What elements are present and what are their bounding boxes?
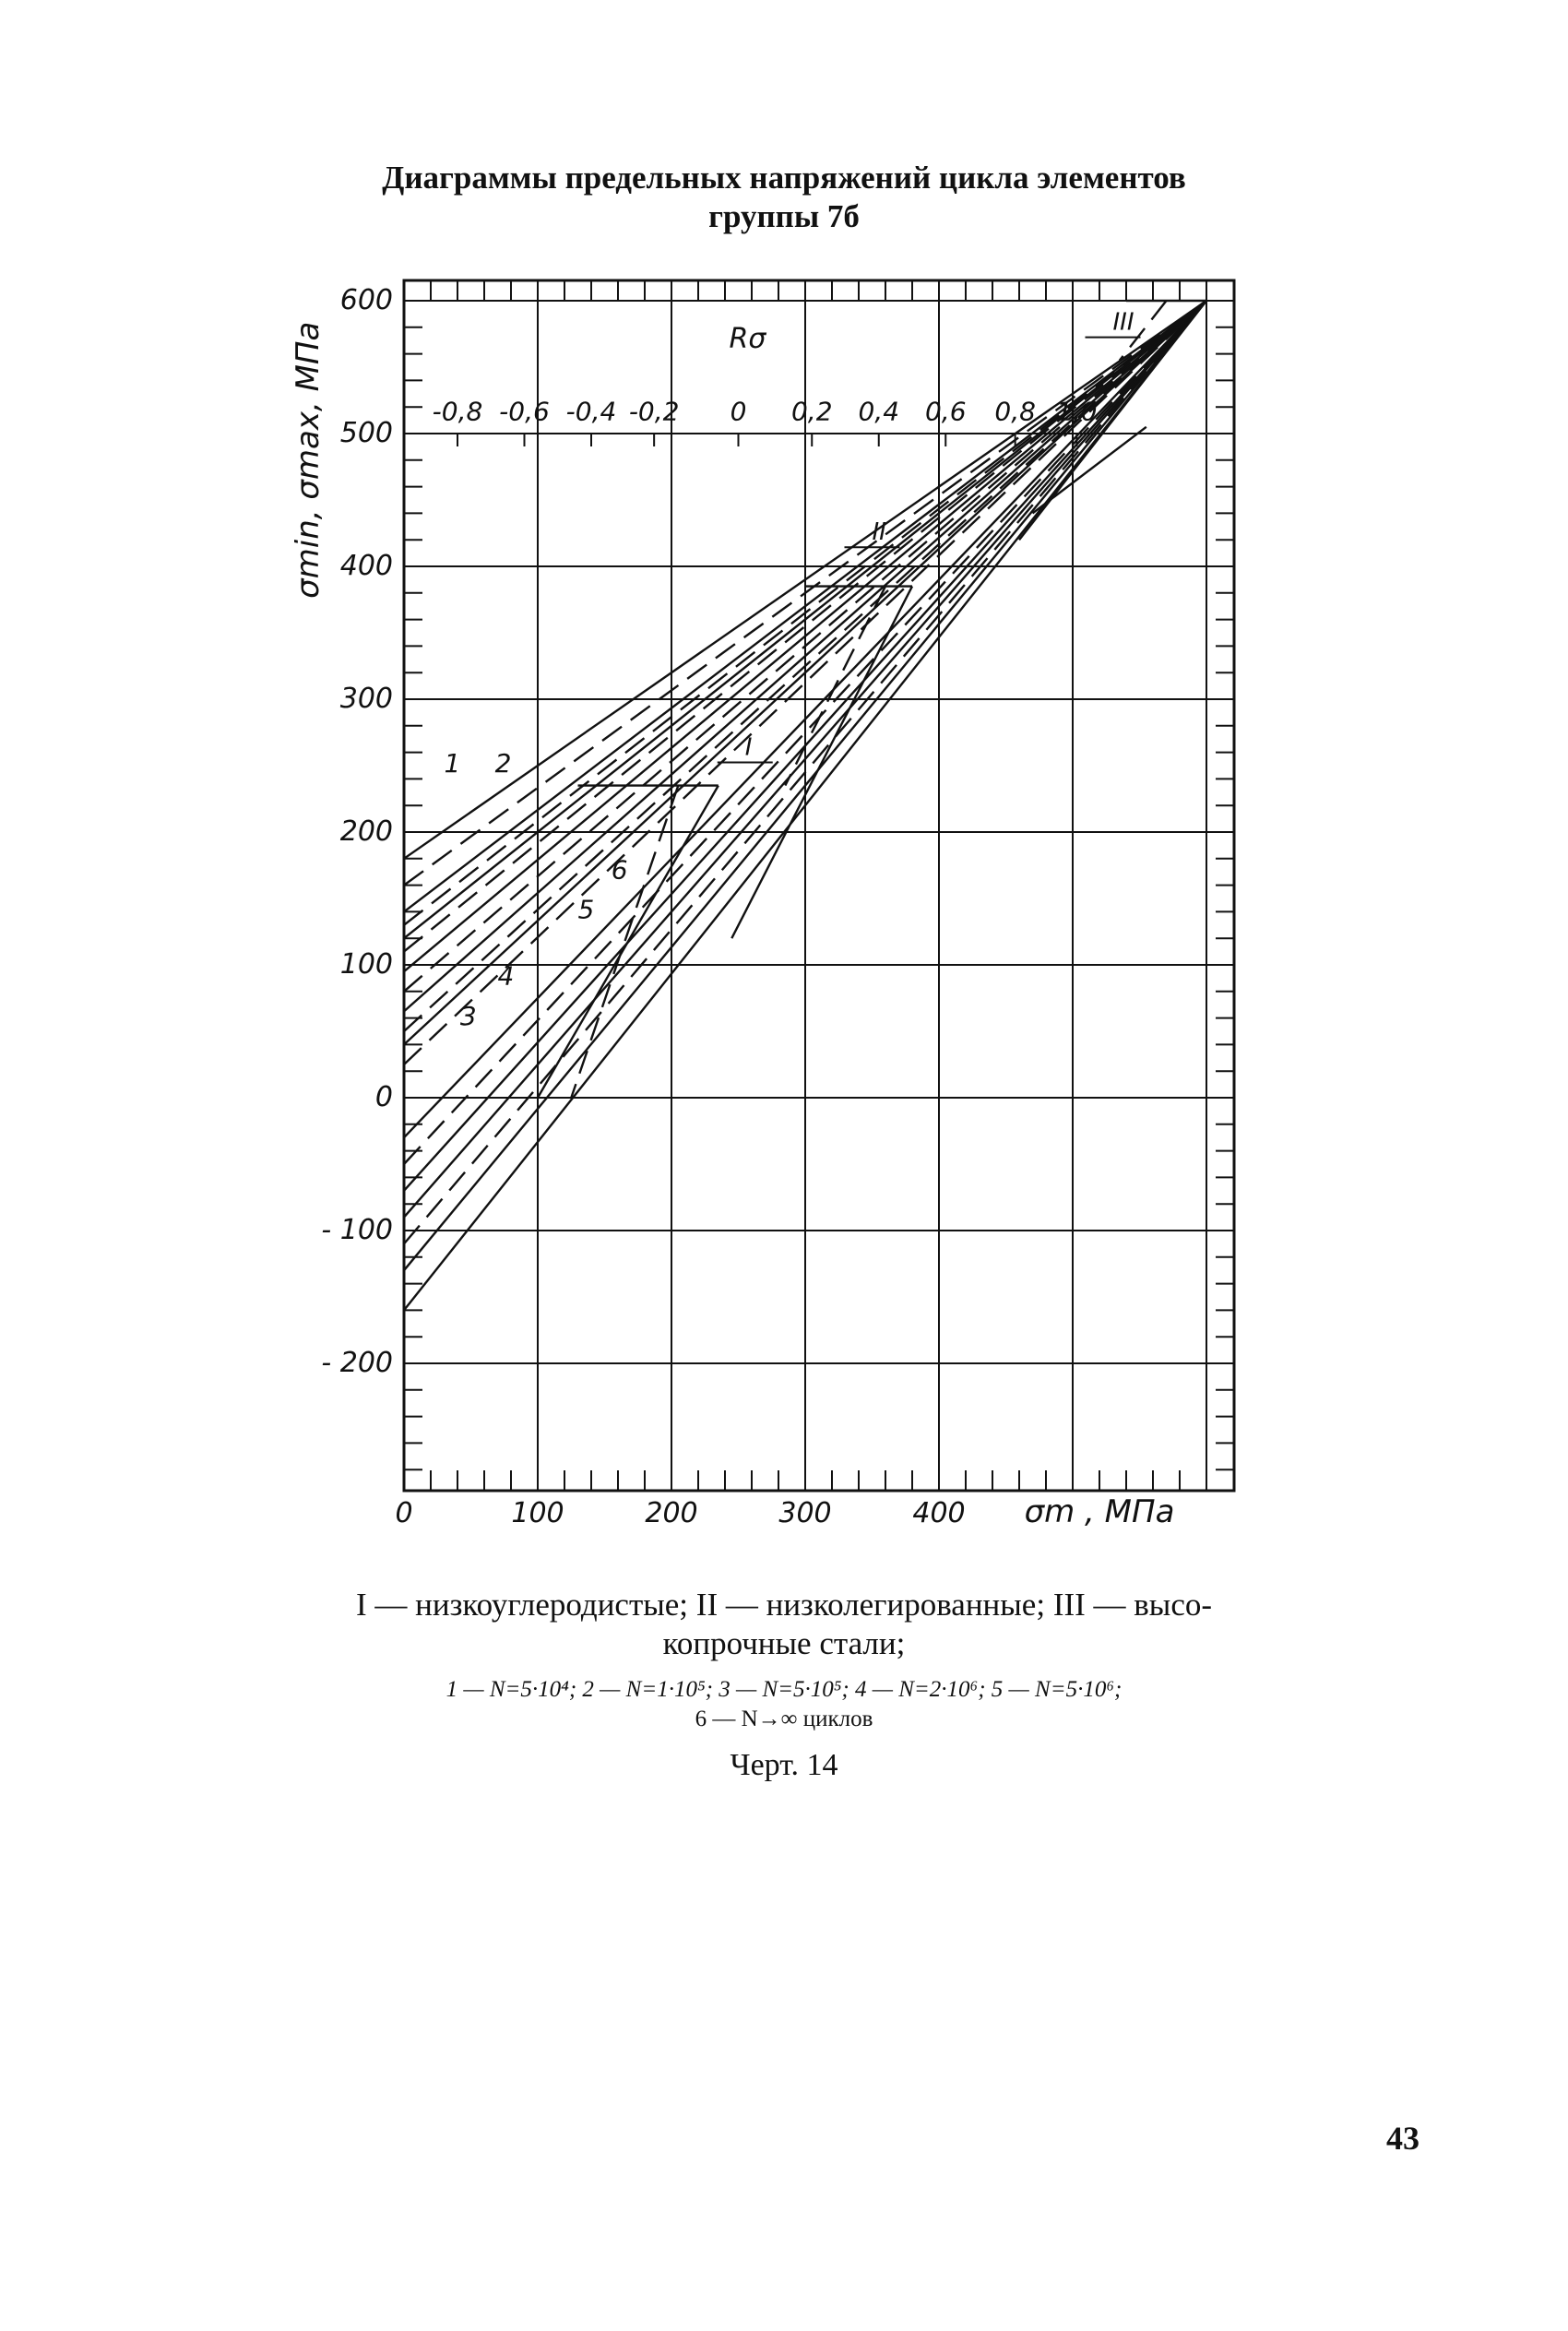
r-tick-label: 0: [730, 396, 747, 427]
curve-number-label: 1: [444, 748, 461, 779]
x-axis-label: σm , МПа: [1024, 1493, 1175, 1530]
y-tick-label: 200: [339, 815, 393, 848]
legend-steel-types-cont: копрочные стали;: [662, 1625, 906, 1661]
curve-number-label: 4: [497, 960, 515, 992]
r-tick-label: 0,2: [790, 396, 833, 427]
legend-cycles-cont: 6 — N→∞ циклов: [695, 1707, 873, 1731]
x-tick-label: 300: [778, 1497, 832, 1529]
r-axis-label: Rσ: [729, 323, 766, 356]
curve-number-label: 3: [459, 1000, 477, 1031]
x-tick-label: 0: [395, 1497, 413, 1529]
x-tick-label: 400: [912, 1497, 966, 1529]
y-axis-label: σmin, σmax, МПа: [290, 321, 327, 599]
r-tick-label: -0,4: [565, 396, 617, 427]
curve-number-label: 2: [494, 748, 512, 779]
y-tick-label: 600: [339, 284, 393, 316]
r-tick-label: -0,6: [499, 396, 550, 427]
r-tick-label: -0,8: [432, 396, 483, 427]
r-tick-label: 0,8: [994, 396, 1036, 427]
x-tick-label: 200: [645, 1497, 698, 1529]
steel-group-label: II: [872, 518, 886, 547]
y-tick-label: 0: [374, 1081, 393, 1113]
steel-group-label: I: [744, 733, 753, 762]
page-number: 43: [1386, 2120, 1420, 2157]
r-tick-label: 0,4: [858, 396, 900, 427]
r-tick-label: 1,0: [1056, 396, 1098, 427]
r-tick-label: 0,6: [924, 396, 967, 427]
y-tick-label: - 100: [321, 1214, 393, 1246]
y-tick-label: 300: [339, 683, 393, 715]
y-tick-label: 100: [339, 948, 393, 981]
x-tick-label: 100: [511, 1497, 564, 1529]
curve-number-label: 5: [577, 894, 595, 925]
legend-cycles: 1 — N=5·10⁴; 2 — N=1·10⁵; 3 — N=5·10⁵; 4 — N=2·10⁶; 5 — N=5·10⁶;: [445, 1677, 1123, 1702]
limit-stress-diagram: [0, 258, 1568, 1550]
figure-caption: Черт. 14: [730, 1748, 838, 1782]
y-tick-label: 400: [339, 550, 393, 582]
legend-steel-types: I — низкоуглеродистые; II — низколегированные; III — высо-: [355, 1587, 1213, 1623]
page-title: Диаграммы предельных напряжений цикла элементов: [382, 160, 1186, 196]
curve-number-label: 6: [611, 854, 628, 886]
page-subtitle: группы 7б: [708, 198, 860, 234]
y-tick-label: 500: [339, 417, 393, 449]
y-tick-label: - 200: [321, 1347, 393, 1379]
steel-group-label: III: [1112, 308, 1134, 337]
r-tick-label: -0,2: [628, 396, 680, 427]
